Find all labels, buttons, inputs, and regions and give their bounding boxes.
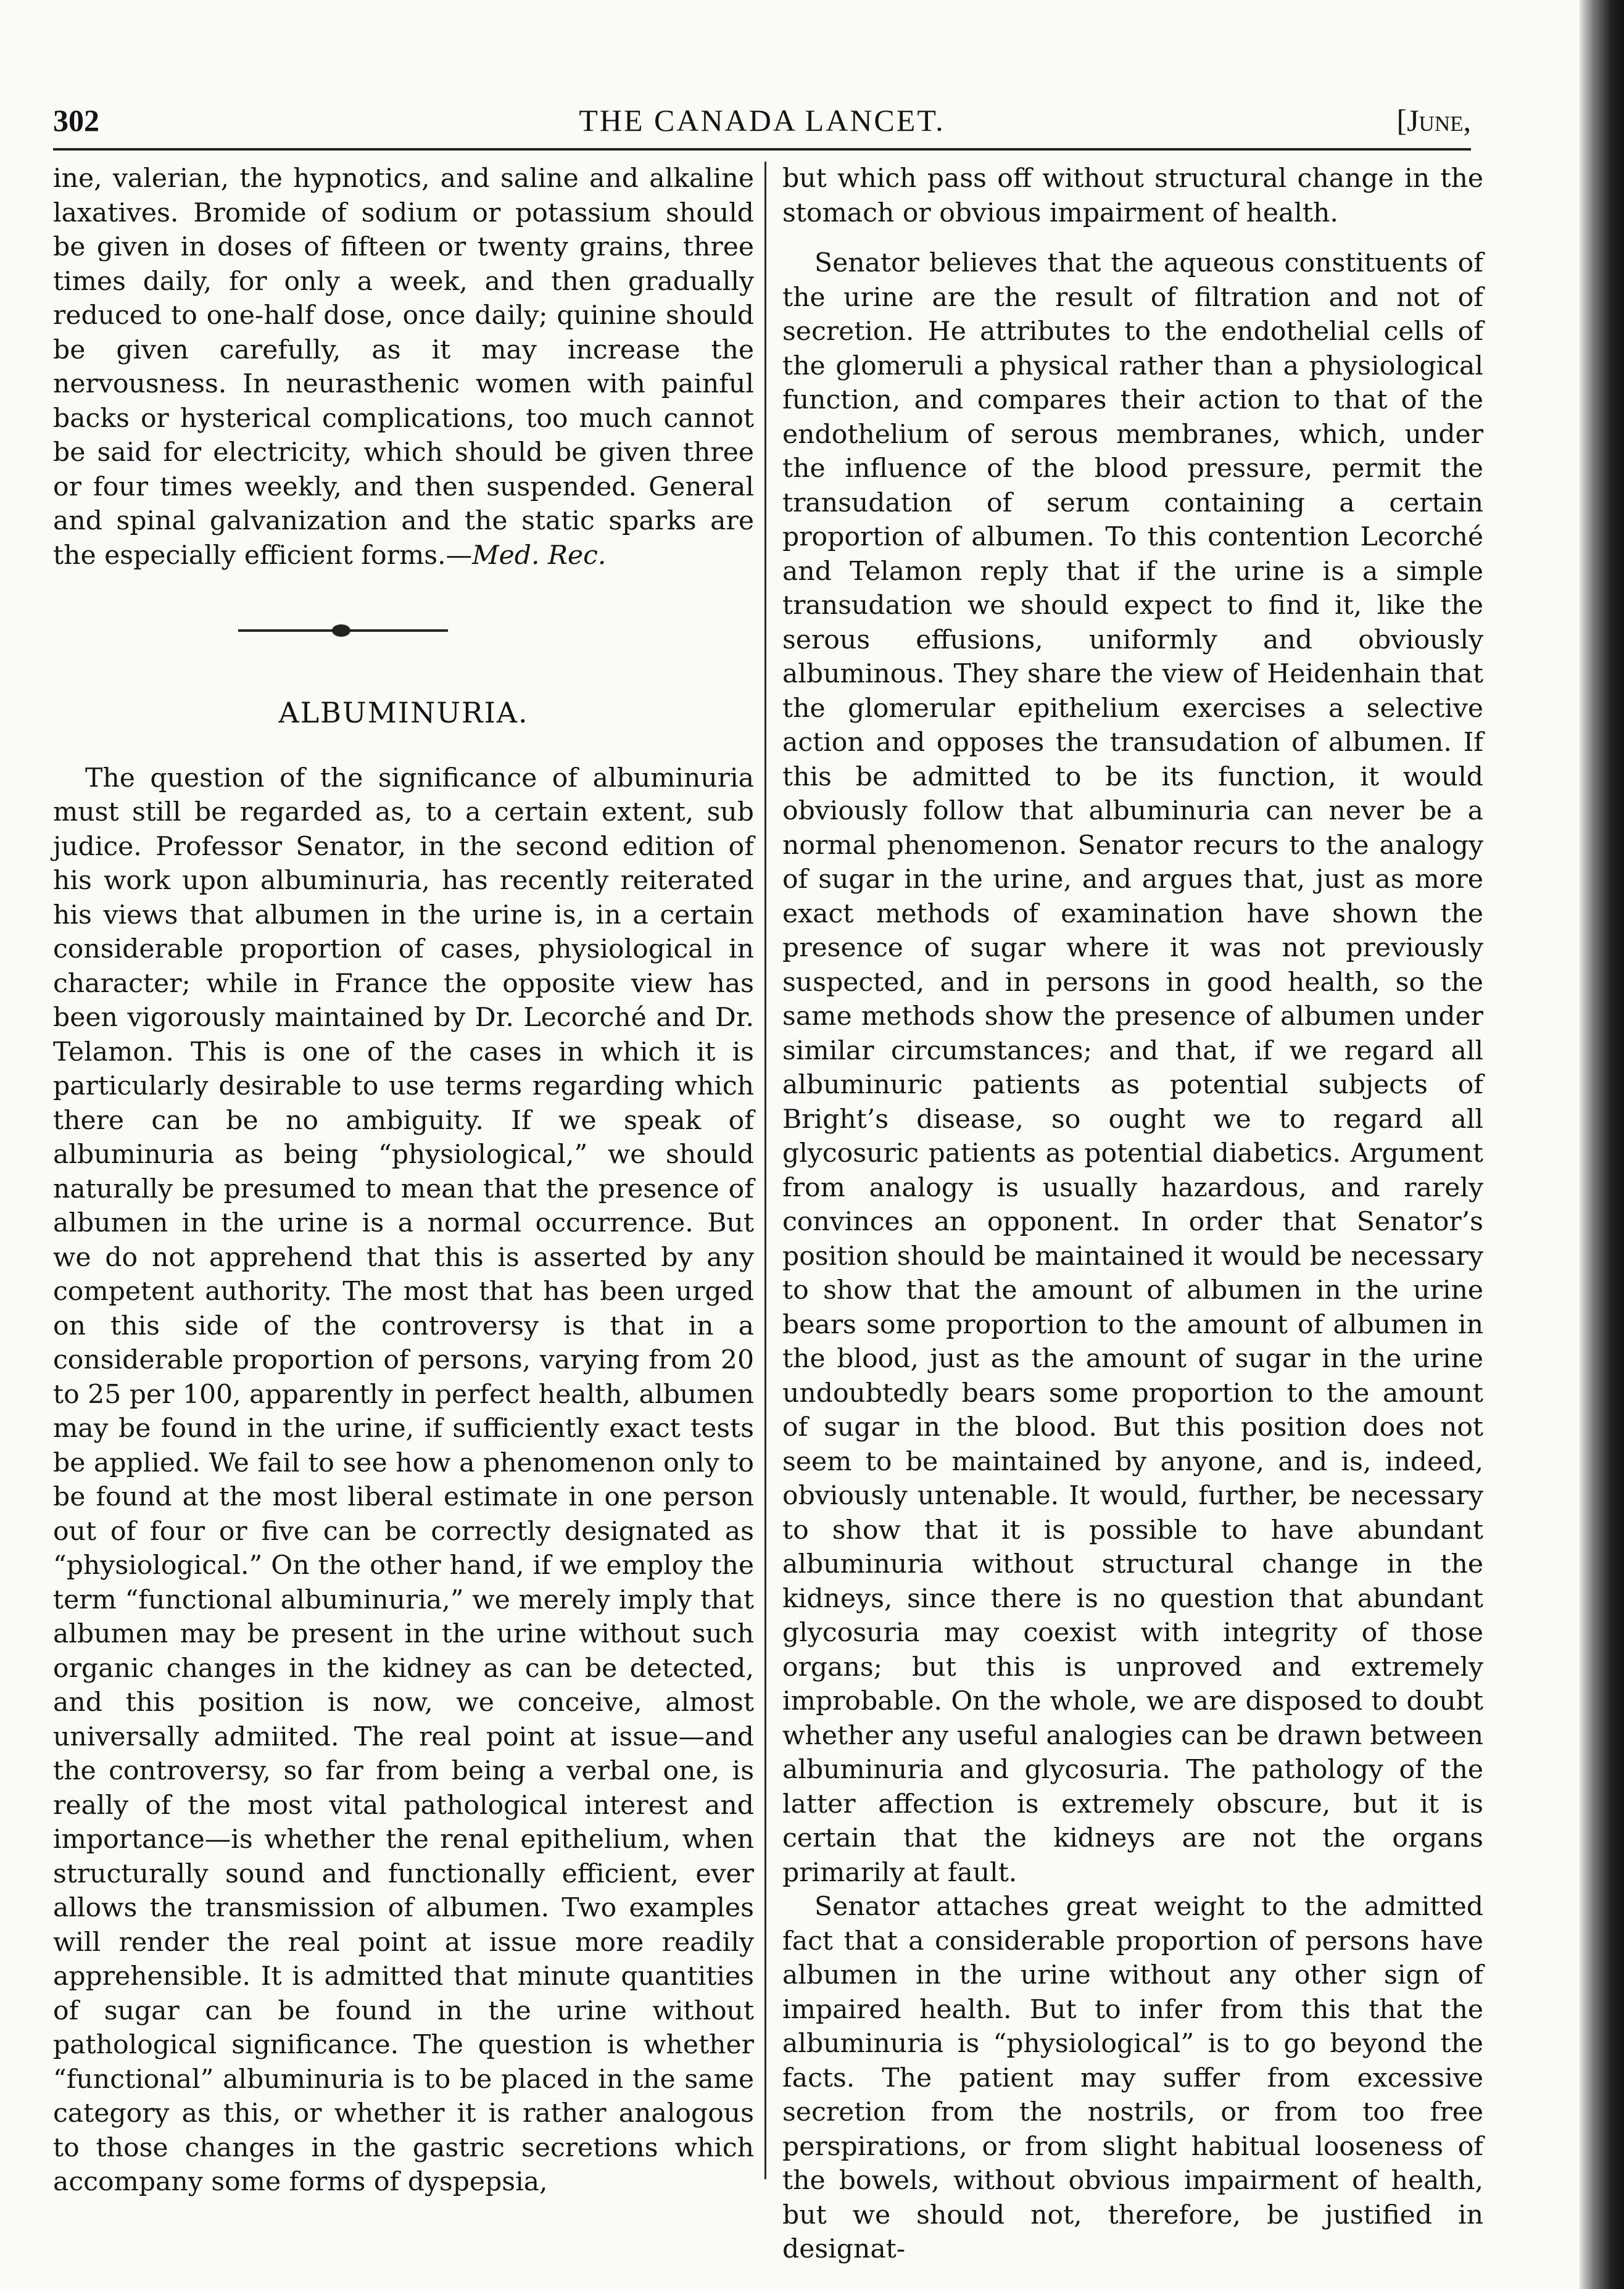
section-divider — [53, 573, 754, 696]
citation: Med. Rec. — [472, 540, 607, 571]
section-heading: ALBUMINURIA. — [278, 696, 529, 729]
page-binding-edge — [1580, 0, 1624, 2289]
right-column — [782, 162, 1483, 2264]
paragraph: Senator believes that the aqueous constituents of the urine are the result of filtration and not of secretion. He attributes to the endothelial cells of the glomeruli a physical rather than a physiological function, and compares their action to that of the endothelium of serous membranes, which, under the influence of the blood pressure, permit the transudation of serum containing a certain proportion of albumen. To this contention Lecorché and Telamon reply that if the urine is a simple transudation we should expect to find it, like the serous effusions, uniformly and obviously albuminous. They share the view of Heidenhain that the glomerular epithelium exercises a selective action and opposes the transudation of albumen. If this be admitted to be its function, it would obviously follow that albuminuria can never be a normal phenomenon. Senator recurs to the analogy of sugar in the urine, and argues that, just as more exact methods of examination have shown the presence of sugar where it was not previously suspected, and in persons in good health, so the same methods show the presence of albumen under similar circumstances; and that, if we regard all albuminuric patients as potential subjects of Bright’s disease, so ought we to regard all glycosuric patients as potential diabetics. Argument from analogy is usually hazardous, and rarely convinces an opponent. In order that Senator’s position should be maintained it would be necessary to show that the amount of albumen in the urine bears some proportion to the amount of albumen in the blood, just as the amount of sugar in the urine undoubtedly bears some proportion to the amount of sugar in the blood. But this position does not seem to be maintained by anyone, and is, indeed, obviously untenable. It would, further, be necessary to show that it is possible to have abundant albuminuria without structural change in the kidneys, since there is no question that abundant glycosuria may coexist with integrity of those organs; but this is unproved and extremely improbable. On the whole, we are disposed to doubt whether any useful analogies can be drawn between albuminuria and glycosuria. The pathology of the latter affection is extremely obscure, but it is certain that the kidneys are not the organs primarily at fault. — [782, 248, 1483, 1888]
header-rule — [53, 148, 1471, 151]
running-date: [June, — [1396, 103, 1471, 138]
page-header — [53, 102, 1471, 148]
paragraph: The question of the significance of albuminuria must still be regarded as, to a certain extent, sub judice. Professor Senator, in the second edition of his work upon albuminuria, has recently reiterated his views that albumen in the urine is, in a certain considerable proportion of cases, physiological in character; while in France the opposite view has been vigorously maintained by Dr. Lecorché and Dr. Telamon. This is one of the cases in which it is particularly desirable to use terms regarding which there can be no ambiguity. If we speak of albuminuria as being “physiological,” we should naturally be presumed to mean that the presence of albumen in the urine is a normal occurrence. But we do not apprehend that this is asserted by any competent authority. The most that has been urged on this side of the controversy is that in a considerable proportion of persons, varying from 20 to 25 per 100, apparently in perfect health, albumen may be found in the urine, if sufficiently exact tests be applied. We fail to see how a phenomenon only to be found at the most liberal estimate in one person out of four or five can be correctly designated as “physiological.” On the other hand, if we employ the term “functional albuminuria,” we merely imply that albumen may be present in the urine without such organic changes in the kidney as can be detected, and this position is now, we conceive, almost universally admiited. The real point at issue—and the controversy, so far from being a verbal one, is really of the most vital pathological interest and importance—is whether the renal epithelium, when structurally sound and functionally efficient, ever allows the transmission of albumen. Two examples will render the real point at issue more readily apprehensible. It is admitted that minute quantities of sugar can be found in the urine without pathological significance. The question is whether “functional” albuminuria is to be placed in the same category as this, or whether it is rather analogous to those changes in the gastric secretions which accompany some forms of dyspepsia, — [53, 763, 754, 2197]
page-number: 302 — [53, 103, 99, 138]
divider-ornament — [332, 624, 350, 637]
paragraph-continued: but which pass off without structural change in the stomach or obvious impairment of health. — [782, 164, 1483, 228]
paragraph: Senator attaches great weight to the admitted fact that a considerable proportion of persons have albumen in the urine without any other sign of impaired health. But to infer from this that the albuminuria is “physiological” is to go beyond the facts. The patient may suffer from excessive secretion from the nostrils, or from too free perspirations, or from slight habitual looseness of the bowels, without obvious impairment of health, but we should not, therefore, be justified in designat- — [782, 1892, 1483, 2264]
left-column — [53, 162, 754, 2198]
paragraph-text: ine, valerian, the hypnotics, and saline and alkaline laxatives. Bromide of sodium or potassium should be given in doses of fifteen or twenty grains, three times daily, for only a week, and then gradually reduced to one-half dose, once daily; quinine should be given carefully, as it may increase the nervousness. In neurasthenic women with painful backs or hysterical complications, too much cannot be said for electricity, which should be given three or four times weekly, and then suspended. General and spinal galvanization and the static sparks are the especially efficient forms.— — [53, 164, 754, 571]
paragraph-continued — [53, 162, 754, 573]
column-divider — [764, 162, 766, 2179]
running-title: THE CANADA LANCET. — [579, 103, 945, 138]
